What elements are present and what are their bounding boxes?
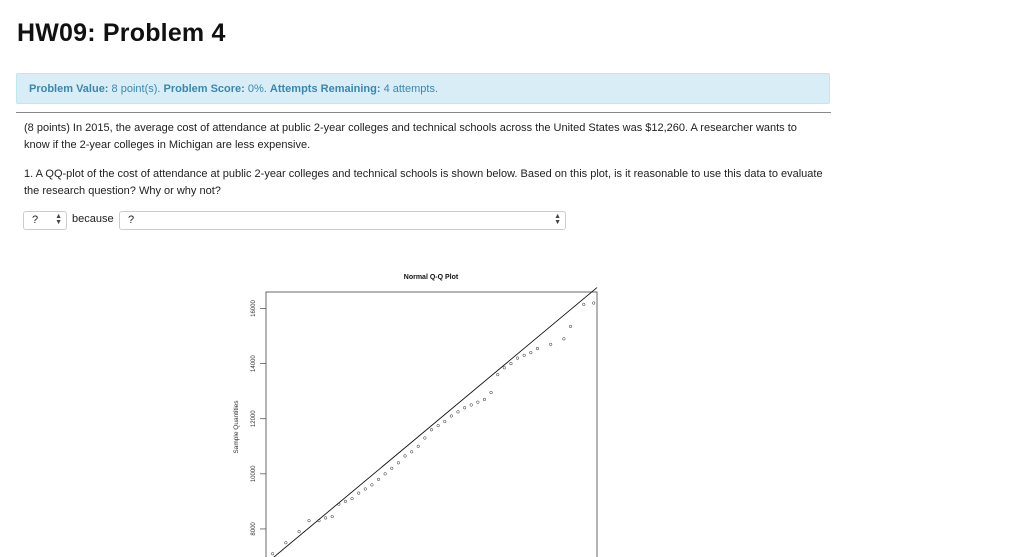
qq-point: [417, 445, 420, 448]
attempts-remaining-label: Attempts Remaining:: [269, 83, 381, 95]
answer-select-1-value: ?: [32, 214, 39, 226]
qq-point: [377, 478, 380, 481]
problem-info-banner: [16, 73, 830, 104]
qq-point: [443, 420, 446, 423]
qq-point: [308, 519, 311, 522]
because-label: because: [72, 213, 114, 225]
qq-point: [563, 338, 566, 341]
qq-point: [496, 373, 499, 376]
qq-point: [450, 415, 453, 418]
qq-point: [404, 455, 407, 458]
qq-point: [483, 398, 486, 401]
y-tick-label: 10000: [251, 465, 257, 483]
qq-point: [523, 354, 526, 357]
qq-point: [549, 343, 552, 346]
qq-point: [470, 404, 473, 407]
select-arrows-icon: ▲ ▼: [554, 213, 561, 226]
qq-point: [285, 541, 288, 544]
page-title: HW09: Problem 4: [17, 19, 226, 47]
data-points: [271, 302, 595, 555]
plot-frame: [266, 292, 597, 557]
question-1: 1. A QQ-plot of the cost of attendance at public 2-year colleges and technical schools is shown below. Based on this plot, is it reasonable to use this data to evaluate the research question? Why or why not?: [24, 168, 823, 197]
qq-point: [271, 552, 274, 555]
answer-select-1[interactable]: [23, 211, 67, 230]
qq-point: [536, 347, 539, 350]
qq-point: [437, 424, 440, 427]
qq-point: [351, 497, 354, 500]
qq-point: [344, 500, 347, 503]
qq-point: [477, 401, 480, 404]
problem-score-text: 0%.: [244, 83, 270, 95]
problem-value-label: Problem Value:: [29, 83, 109, 95]
qq-point: [371, 484, 374, 487]
y-tick-label: 12000: [251, 410, 257, 428]
qq-point: [463, 406, 466, 409]
y-tick-label: 14000: [251, 355, 257, 372]
qq-point: [384, 473, 387, 476]
qq-point: [592, 302, 595, 305]
qq-point: [582, 303, 585, 306]
y-tick-label: 16000: [251, 300, 257, 317]
qq-point: [298, 530, 301, 533]
problem-score-label: Problem Score:: [163, 83, 245, 95]
qq-point: [510, 362, 513, 365]
qq-point: [516, 357, 519, 360]
problem-value-text: 8 point(s).: [108, 83, 164, 95]
qq-point: [490, 391, 493, 394]
y-axis-ticks: [251, 300, 266, 536]
qq-point: [430, 428, 433, 431]
qq-point: [410, 450, 413, 453]
answer-select-2-value: ?: [128, 214, 135, 226]
answer-select-2[interactable]: [119, 211, 566, 230]
divider: [16, 112, 831, 113]
qq-point: [457, 411, 460, 414]
qq-point: [397, 462, 400, 465]
qq-plot: [225, 268, 605, 557]
qq-point: [331, 515, 334, 518]
select-arrows-icon: ▲ ▼: [55, 213, 62, 226]
problem-intro: (8 points) In 2015, the average cost of attendance at public 2-year colleges and technical schools across the United States was $12,260. A researcher wants to know if the 2-year colleges in Michigan are less expensive.: [24, 122, 797, 151]
y-tick-label: 8000: [251, 522, 257, 536]
qq-point: [503, 366, 506, 369]
qq-point: [390, 467, 393, 470]
reference-line: [266, 288, 597, 557]
qq-point: [530, 351, 533, 354]
qq-point: [364, 488, 367, 491]
y-axis-label: Sample Quantities: [233, 400, 240, 454]
qq-point: [357, 492, 360, 495]
qq-point: [569, 325, 572, 328]
qq-point: [324, 517, 327, 520]
chart-title: Normal Q-Q Plot: [403, 274, 459, 281]
qq-point: [424, 437, 427, 440]
attempts-remaining-text: 4 attempts.: [380, 83, 439, 95]
